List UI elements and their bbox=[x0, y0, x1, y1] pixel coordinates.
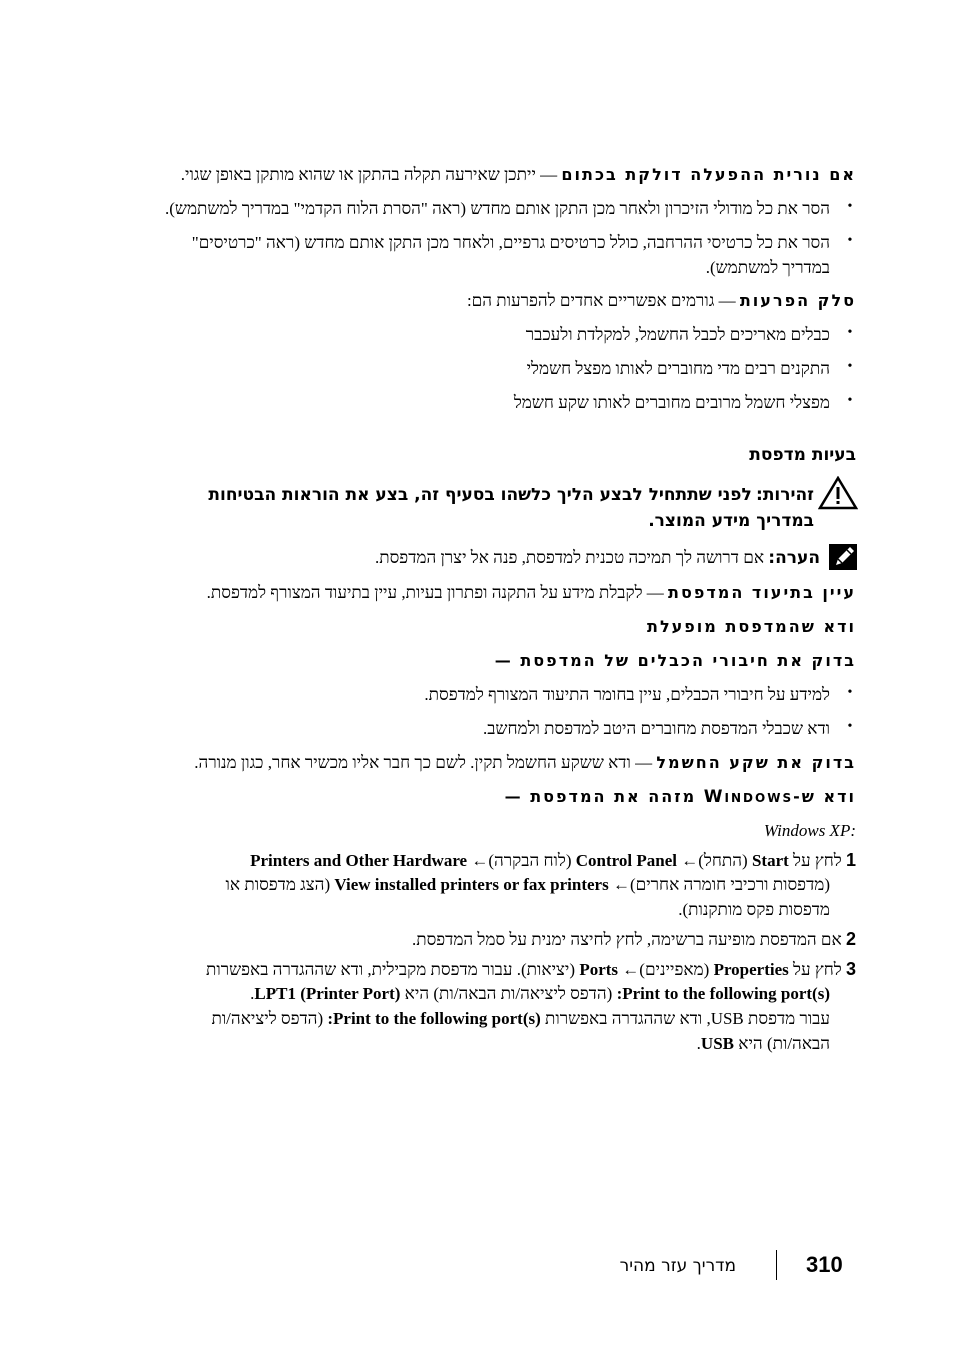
outlet-text: — ודא ששקע החשמל תקין. לשם כך חבר אליו מכשיר אחר, כגון מנורה. bbox=[194, 753, 653, 772]
interference-text: — גורמים אפשריים אחדים להפרעות הם: bbox=[466, 291, 736, 310]
ui-term: Properties bbox=[713, 960, 789, 979]
bullet-icon: • bbox=[847, 719, 853, 734]
step-3-line-1 bbox=[206, 958, 856, 981]
list-item: ודא שכבלי המדפסת מחוברים היטב למדפסת ולמחשב. bbox=[482, 719, 830, 738]
ui-term: Printers and Other Hardware bbox=[250, 851, 468, 870]
caution-line-2: במדריך מידע המוצר. bbox=[648, 511, 814, 531]
ui-term: USB bbox=[700, 1034, 734, 1053]
step-text: הבאה/ות) היא bbox=[734, 1034, 830, 1053]
ui-term: Control Panel bbox=[575, 851, 677, 870]
list-item: למידע על חיבורי הכבלים, עיין בחומר התיעוד המצורף למדפסת. bbox=[424, 685, 830, 704]
windows-title-part: ודא ש- bbox=[793, 787, 856, 806]
step-1-line-3: מדפסות פקס מותקנות). bbox=[678, 900, 830, 919]
bullet-icon: • bbox=[847, 199, 853, 214]
windows-xp-label: Windows XP: bbox=[763, 821, 856, 840]
ui-term: View installed printers or fax printers bbox=[334, 875, 609, 894]
footer-divider bbox=[776, 1250, 777, 1280]
step-3-line-2 bbox=[250, 983, 830, 1005]
bullet-icon: • bbox=[847, 359, 853, 374]
led-amber-paragraph bbox=[181, 164, 856, 186]
ui-term: Print to the following port(s): bbox=[327, 1009, 541, 1028]
arrow-icon: ← bbox=[676, 851, 699, 870]
printer-doc-text: — לקבלת מידע על התקנה ופתרון בעיות, עיין בתיעוד המצורף למדפסת. bbox=[206, 583, 664, 602]
list-item: מפצלי חשמל מרובים מחוברים לאותו שקע חשמל bbox=[513, 393, 830, 412]
section-heading: בעיות מדפסת bbox=[749, 445, 856, 465]
step-text: (הדפס ליציאה/ות bbox=[211, 1009, 328, 1028]
printer-on-title: ודא שהמדפסת מופעלת bbox=[647, 617, 856, 636]
ui-term: Start bbox=[751, 851, 789, 870]
step-number: 3 bbox=[845, 959, 856, 979]
interference-title: סלק הפרעות bbox=[739, 291, 856, 310]
step-text: (יציאות). עבור מדפסת מקבילית, ודא שההגדרה באפשרות bbox=[206, 960, 580, 979]
ui-term: Ports bbox=[579, 960, 619, 979]
windows-title-part: W bbox=[703, 787, 725, 807]
note-label: הערה: bbox=[768, 548, 820, 568]
printer-doc-paragraph bbox=[207, 582, 856, 604]
step-text: לחץ על bbox=[788, 960, 842, 979]
step-3-line-4 bbox=[697, 1033, 830, 1055]
step-3-line-3 bbox=[211, 1008, 830, 1030]
step-text: עבור מדפסת USB, ודא שההגדרה באפשרות bbox=[540, 1009, 830, 1028]
note-text: אם דרושה לך תמיכה טכנית למדפסת, פנה אל יצרן המדפסת. bbox=[375, 548, 765, 567]
printer-cables-title: בדוק את חיבורי הכבלים של המדפסת — bbox=[494, 651, 856, 670]
step-number: 1 bbox=[845, 850, 856, 870]
outlet-paragraph bbox=[194, 752, 856, 774]
step-text: (הדפס ליציאה/ות הבאה/ות) היא bbox=[400, 984, 617, 1003]
arrow-icon: ← bbox=[467, 851, 489, 870]
list-item-continuation: במדריך למשתמש). bbox=[705, 258, 830, 277]
ui-term: LPT1 (Printer Port) bbox=[254, 984, 401, 1003]
list-item: הסר את כל כרטיסי ההרחבה, כולל כרטיסים גרפיים, ולאחר מכן התקן אותם מחדש (ראה "כרטיסים" bbox=[191, 233, 830, 252]
note-pencil-icon bbox=[828, 543, 858, 571]
caution-line bbox=[208, 484, 814, 506]
list-item: הסר את כל מודולי הזיכרון ולאחר מכן התקן אותם מחדש (ראה "הסרת הלוח הקדמי" במדריך למשתמש). bbox=[165, 199, 830, 218]
step-text: . bbox=[696, 1034, 701, 1053]
bullet-icon: • bbox=[847, 685, 853, 700]
step-1-line-2 bbox=[226, 874, 830, 896]
outlet-title: בדוק את שקע החשמל bbox=[656, 753, 856, 772]
step-text: (מדפסות ורכיבי חומרה אחרים) bbox=[629, 875, 830, 894]
warning-icon bbox=[818, 476, 858, 510]
step-text: . bbox=[250, 984, 255, 1003]
printer-doc-title: עיין בתיעוד המדפסת bbox=[668, 583, 856, 602]
footer-title: מדריך עזר מהיר bbox=[619, 1256, 736, 1276]
page-number: 310 bbox=[806, 1252, 843, 1277]
bullet-icon: • bbox=[847, 325, 853, 340]
bullet-icon: • bbox=[847, 233, 853, 248]
step-text: אם המדפסת מופיעה ברשימה, לחץ לחיצה ימנית על סמל המדפסת. bbox=[411, 930, 842, 949]
step-text: (הצג מדפסות או bbox=[225, 875, 335, 894]
step-text: (לוח הבקרה) bbox=[488, 851, 576, 870]
windows-title-part: INDOWS bbox=[724, 791, 794, 805]
windows-detect-title bbox=[505, 786, 856, 809]
note-line bbox=[375, 547, 820, 569]
windows-title-part: מזהה את המדפסת — bbox=[504, 787, 704, 806]
step-2-line bbox=[412, 928, 856, 951]
list-item: התקנים רבים מדי מחוברים לאותו מפצל חשמלי bbox=[526, 359, 830, 378]
step-text: (התחל) bbox=[698, 851, 752, 870]
step-text: לחץ על bbox=[788, 851, 842, 870]
step-number: 2 bbox=[845, 929, 856, 949]
ui-term: Print to the following port(s): bbox=[616, 984, 830, 1003]
led-amber-text: — ייתכן שאירעה תקלה בהתקן או שהוא מותקן באופן שגוי. bbox=[180, 165, 558, 184]
led-amber-title: אם נורית ההפעלה דולקת בכתום bbox=[561, 165, 856, 184]
arrow-icon: ← bbox=[618, 960, 640, 979]
step-1-line-1 bbox=[250, 849, 856, 872]
list-item: כבלים מאריכים לכבל החשמל, למקלדת ולעכבר bbox=[525, 325, 830, 344]
interference-paragraph bbox=[467, 290, 856, 312]
step-text: (מאפיינים) bbox=[639, 960, 714, 979]
arrow-icon: ← bbox=[608, 875, 630, 894]
caution-label: זהירות: bbox=[756, 485, 814, 505]
bullet-icon: • bbox=[847, 393, 853, 408]
caution-text: לפני שתתחיל לבצע הליך כלשהו בסעיף זה, בצע את הוראות הבטיחות bbox=[208, 485, 752, 505]
